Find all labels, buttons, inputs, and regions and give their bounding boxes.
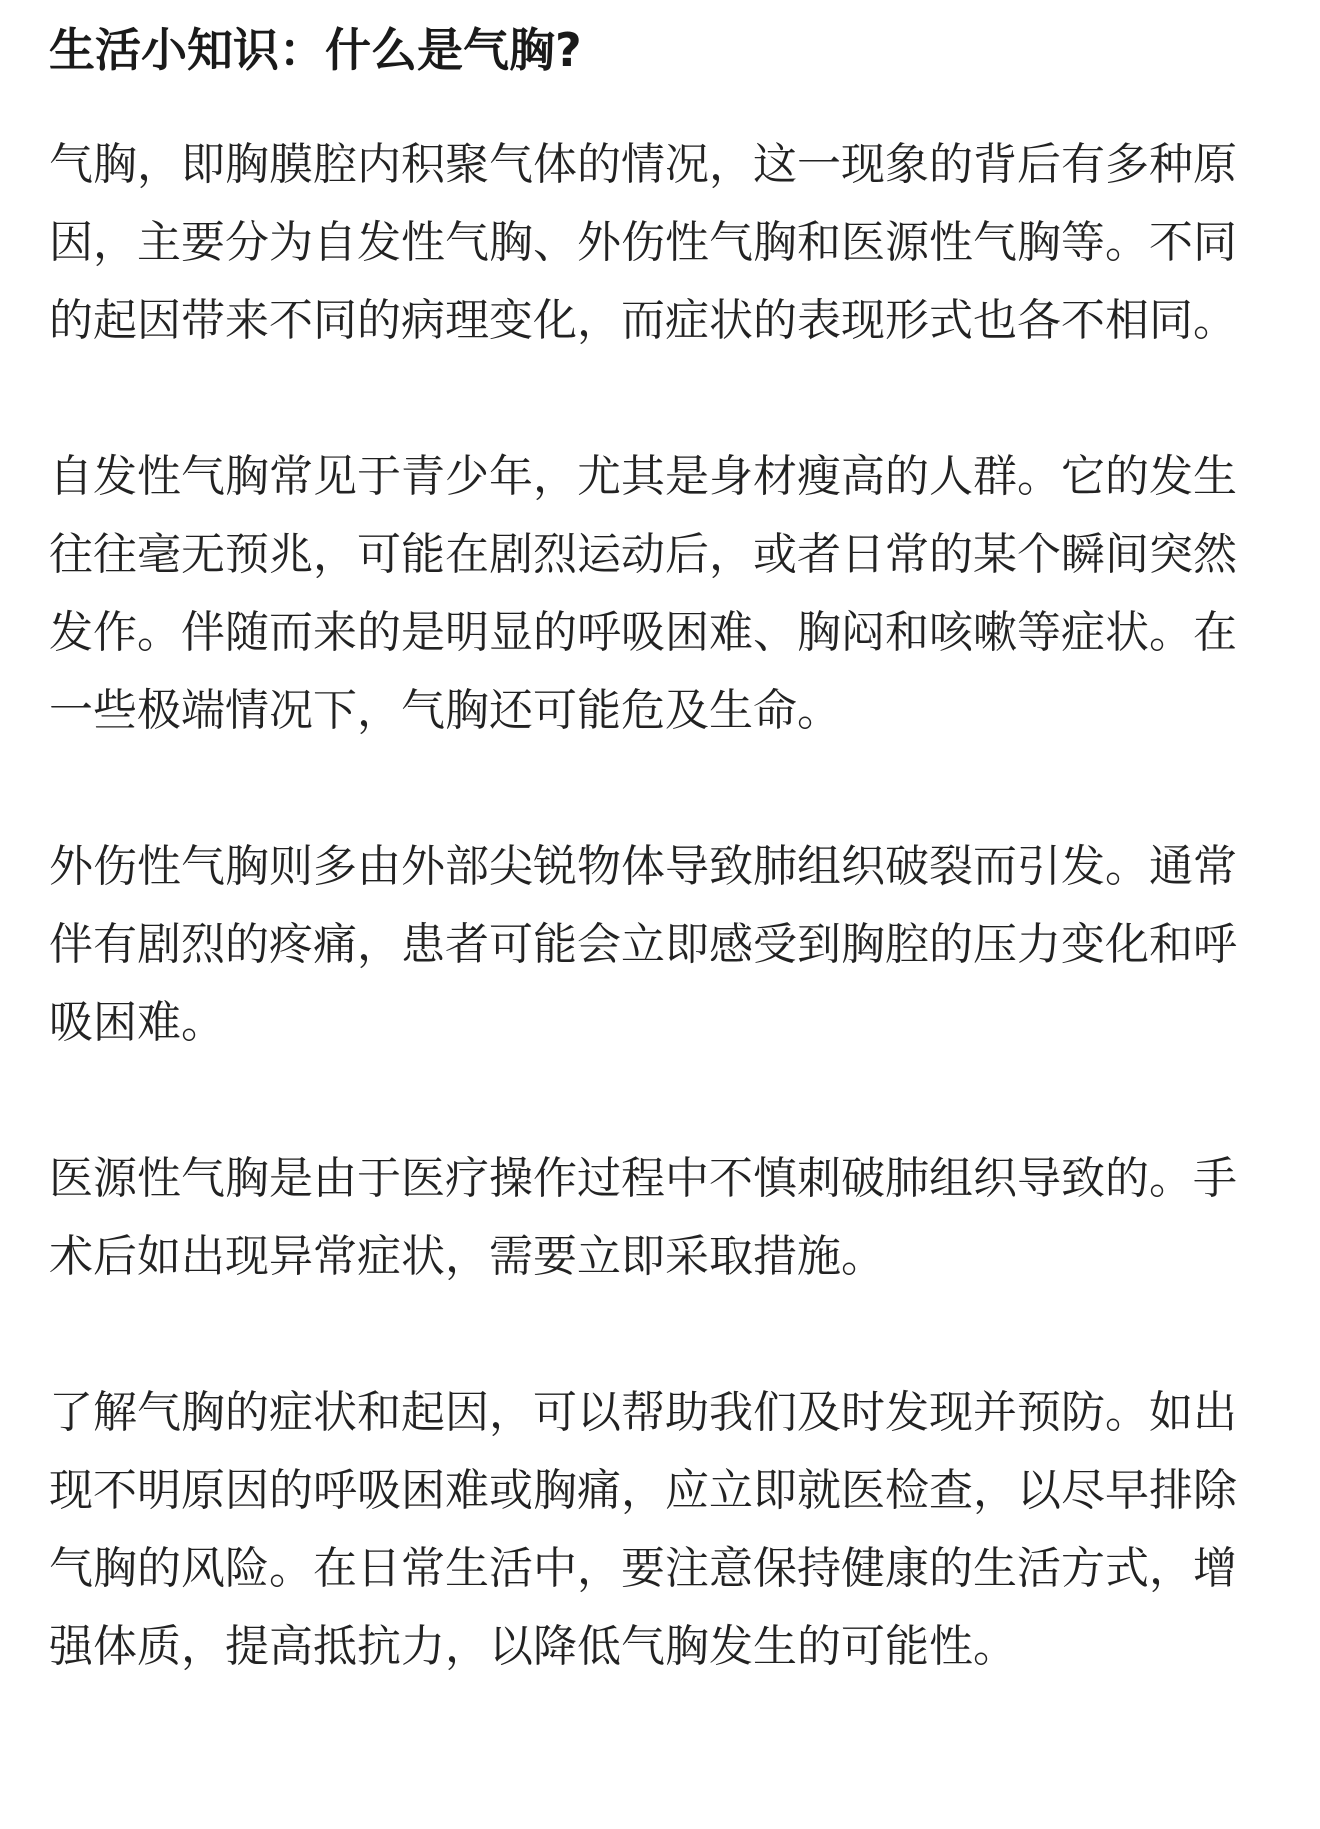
paragraph-conclusion: 了解气胸的症状和起因，可以帮助我们及时发现并预防。如出现不明原因的呼吸困难或胸痛，应立即就医检查，以尽早排除气胸的风险。在日常生活中，要注意保持健康的生活方式，增强体质，提高抵抗力，以降低气胸发生的可能性。 bbox=[49, 1387, 1237, 1672]
paragraph-spontaneous: 自发性气胸常见于青少年，尤其是身材瘦高的人群。它的发生往往毫无预兆，可能在剧烈运动后，或者日常的某个瞬间突然发作。伴随而来的是明显的呼吸困难、胸闷和咳嗽等症状。在一些极端情况下，气胸还可能危及生命。 bbox=[49, 451, 1237, 736]
paragraph-iatrogenic: 医源性气胸是由于医疗操作过程中不慎刺破肺组织导致的。手术后如出现异常症状，需要立即采取措施。 bbox=[49, 1153, 1237, 1282]
paragraph-intro: 气胸，即胸膜腔内积聚气体的情况，这一现象的背后有多种原因，主要分为自发性气胸、外伤性气胸和医源性气胸等。不同的起因带来不同的病理变化，而症状的表现形式也各不相同。 bbox=[49, 139, 1237, 346]
article-title: 生活小知识：什么是气胸? bbox=[49, 23, 582, 77]
paragraph-traumatic: 外伤性气胸则多由外部尖锐物体导致肺组织破裂而引发。通常伴有剧烈的疼痛，患者可能会立即感受到胸腔的压力变化和呼吸困难。 bbox=[49, 841, 1237, 1048]
